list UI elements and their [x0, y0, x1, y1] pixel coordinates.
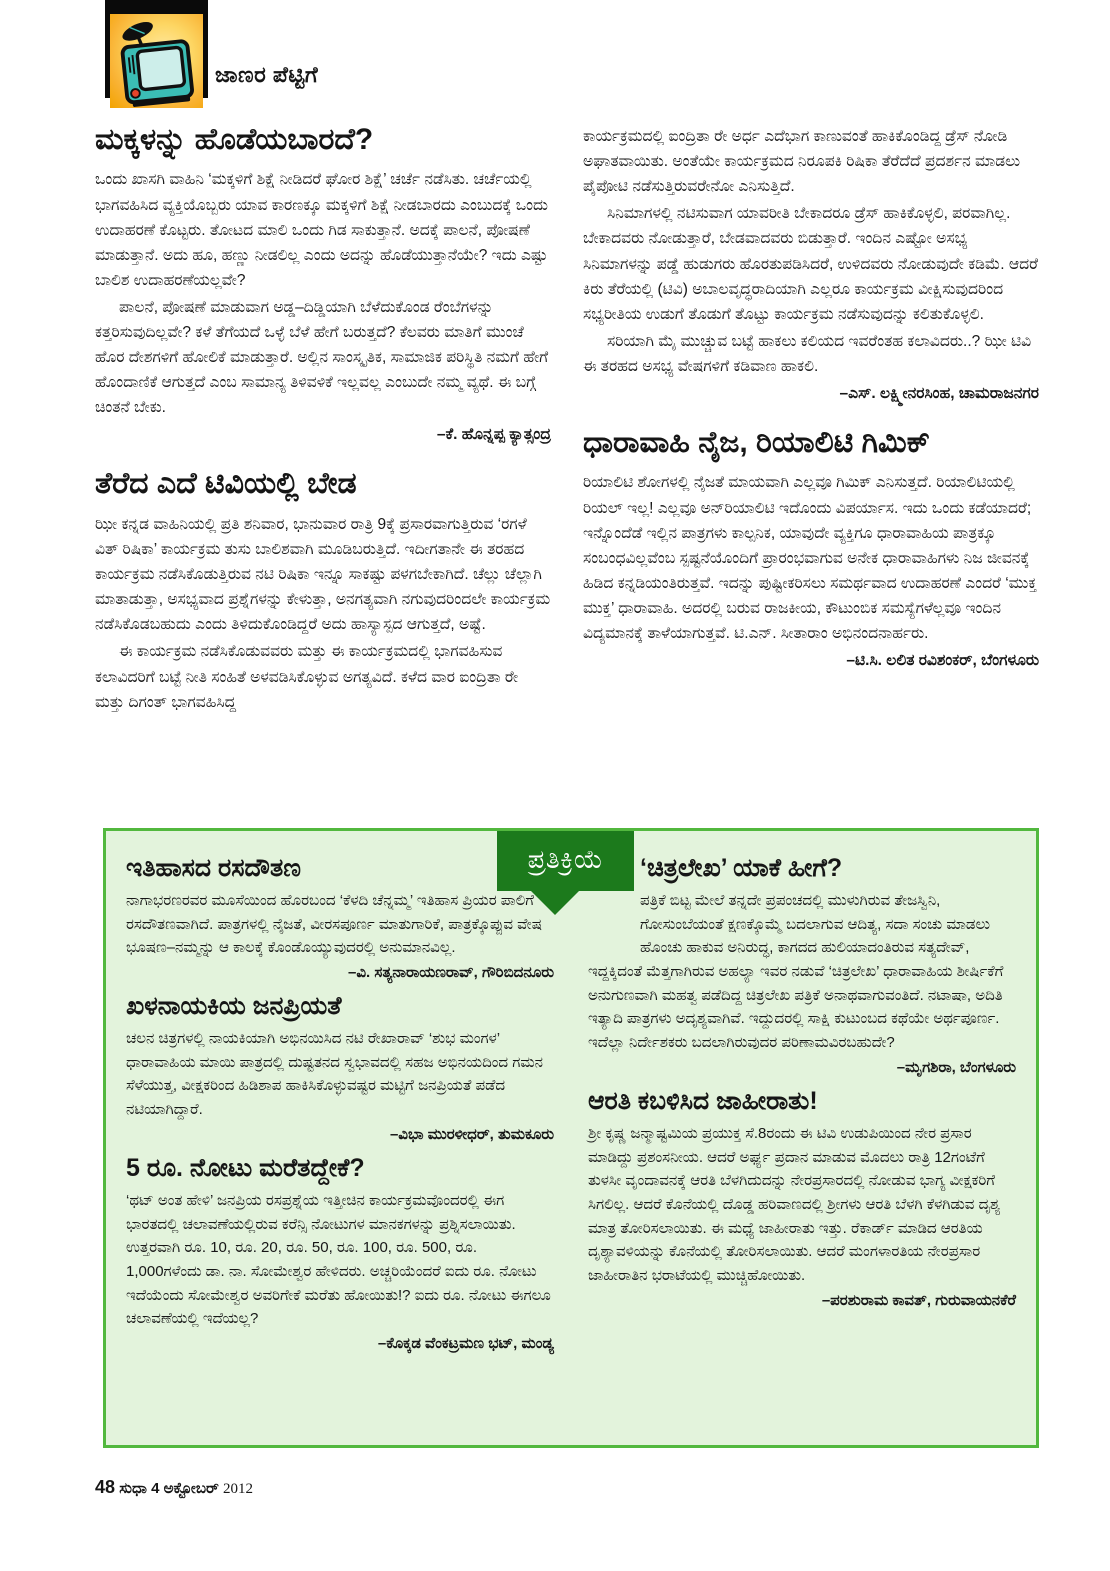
reaction-tab-tail — [531, 891, 579, 915]
issue-year: 2012 — [222, 1481, 253, 1497]
article-paragraph: ರಿಯಾಲಿಟಿ ಶೋಗಳಲ್ಲಿ ನೈಜತೆ ಮಾಯವಾಗಿ ಎಲ್ಲವೂ ಗಿಮಿಕ್ ಎನಿಸುತ್ತದೆ. ರಿಯಾಲಿಟಿಯಲ್ಲಿ ರಿಯಲ್ ಇಲ್ಲ! ಎಲ್ಲವೂ ಅನ್‌ರಿಯಾಲಿಟಿ ಇದೊಂದು ವಿಪರ್ಯಾಸ. ಇದು ಒಂದು ಕಡೆಯಾದರೆ; ಇನ್ನೊಂದೆಡೆ ಇಲ್ಲಿನ ಪಾತ್ರಗಳು ಕಾಲ್ಪನಿಕ, ಯಾವುದೇ ವ್ಯಕ್ತಿಗೂ ಧಾರಾವಾಹಿಯ ಪಾತ್ರಕ್ಕೂ ಸಂಬಂಧವಿಲ್ಲವೆಂಬ ಸ್ಪಷ್ಟನೆಯೊಂದಿಗೆ ಪ್ರಾರಂಭವಾಗುವ ಅನೇಕ ಧಾರಾವಾಹಿಗಳು ನಿಜ ಜೀವನಕ್ಕೆ ಹಿಡಿದ ಕನ್ನಡಿಯಂತಿರುತ್ತವೆ. ಇದನ್ನು ಪುಷ್ಟೀಕರಿಸಲು ಸಮರ್ಥವಾದ ಉದಾಹರಣೆ ಎಂದರೆ ‘ಮುಕ್ತ ಮುಕ್ತ’ ಧಾರಾವಾಹಿ. ಅದರಲ್ಲಿ ಬರುವ ರಾಜಕೀಯ, ಕೌಟುಂಬಿಕ ಸಮಸ್ಯೆಗಳೆಲ್ಲವೂ ಇಂದಿನ ವಿದ್ಯಮಾನಕ್ಕೆ ತಾಳೆಯಾಗುತ್ತವೆ. ಟಿ.ಎನ್. ಸೀತಾರಾಂ ಅಭಿನಂದನಾರ್ಹರು. — [583, 474, 1037, 643]
reaction-left-column — [126, 847, 554, 1435]
article-paragraph: ಕಾರ್ಯಕ್ರಮದಲ್ಲಿ ಐಂದ್ರಿತಾ ರೇ ಅರ್ಧ ಎದೆಭಾಗ ಕಾಣುವಂತೆ ಹಾಕಿಕೊಂಡಿದ್ದ ಡ್ರೆಸ್ ನೋಡಿ ಅಘಾತವಾಯಿತು. ಅಂತೆಯೇ ಕಾರ್ಯಕ್ರಮದ ನಿರೂಪಕಿ ರಿಷಿಕಾ ತೆರೆದೆದೆ ಪ್ರದರ್ಶನ ಮಾಡಲು ಪೈಪೋಟಿ ನಡೆಸುತ್ತಿರುವರೇನೋ ಎನಿಸುತ್ತಿದೆ. — [583, 128, 1021, 196]
letter-byline: –ಮೃಗಶಿರಾ, ಬೆಂಗಳೂರು — [896, 1058, 1016, 1076]
letter-byline: –ವಿ. ಸತ್ಯನಾರಾಯಣರಾವ್, ಗೌರಿಬಿದನೂರು — [348, 964, 554, 982]
letter-byline: –ಕೊಕ್ಕಡ ವೆಂಕಟ್ರಮಣ ಭಟ್, ಮಂಡ್ಯ — [377, 1334, 554, 1352]
reaction-article-title: 5 ರೂ. ನೋಟು ಮರೆತದ್ದೇಕೆ? — [126, 1153, 365, 1182]
article-paragraph: ಪಾಲನೆ, ಪೋಷಣೆ ಮಾಡುವಾಗ ಅಡ್ಡ–ದಿಡ್ಡಿಯಾಗಿ ಬೆಳೆದುಕೊಂಡ ರೆಂಬೆಗಳನ್ನು ಕತ್ತರಿಸುವುದಿಲ್ಲವೇ? ಕಳೆ ತೆಗೆಯದೆ ಒಳ್ಳೆ ಬೆಳೆ ಹೇಗೆ ಬರುತ್ತದೆ? ಕೆಲವರು ಮಾತಿಗೆ ಮುಂಚೆ ಹೊರ ದೇಶಗಳಿಗೆ ಹೋಲಿಕೆ ಮಾಡುತ್ತಾರೆ. ಅಲ್ಲಿನ ಸಾಂಸ್ಕೃತಿಕ, ಸಾಮಾಜಿಕ ಪರಿಸ್ಥಿತಿ ನಮಗೆ ಹೇಗೆ ಹೊಂದಾಣಿಕೆ ಆಗುತ್ತದೆ ಎಂಬ ಸಾಮಾನ್ಯ ತಿಳಿವಳಿಕೆ ಇಲ್ಲವಲ್ಲ ಎಂಬುದೇ ನಮ್ಮ ವ್ಯಥೆ. ಈ ಬಗ್ಗೆ ಚಿಂತನೆ ಬೇಕು. — [95, 298, 549, 417]
reaction-article-body: ನಾಗಾಭರಣರವರ ಮೂಸೆಯಿಂದ ಹೊರಬಂದ ‘ಕೆಳದಿ ಚೆನ್ನಮ್ಮ’ ಇತಿಹಾಸ ಪ್ರಿಯರ ಪಾಲಿಗೆ ರಸದೌತಣವಾಗಿದೆ. ಪಾತ್ರಗಳಲ್ಲಿ ನೈಜತೆ, ವೀರಸಪೂರ್ಣ ಮಾತುಗಾರಿಕೆ, ಪಾತ್ರಕ್ಕೊಪ್ಪುವ ವೇಷ ಭೂಷಣ–ನಮ್ಮನ್ನು ಆ ಕಾಲಕ್ಕೆ ಕೊಂಡೊಯ್ಯುವುದರಲ್ಲಿ ಅನುಮಾನವಿಲ್ಲ. — [126, 892, 542, 957]
article-paragraph: ಸಿನಿಮಾಗಳಲ್ಲಿ ನಟಿಸುವಾಗ ಯಾವರೀತಿ ಬೇಕಾದರೂ ಡ್ರೆಸ್ ಹಾಕಿಕೊಳ್ಳಲಿ, ಪರವಾಗಿಲ್ಲ. ಬೇಕಾದವರು ನೋಡುತ್ತಾರೆ, ಬೇಡವಾದವರು ಬಿಡುತ್ತಾರೆ. ಇಂದಿನ ಎಷ್ಟೋ ಅಸಭ್ಯ ಸಿನಿಮಾಗಳನ್ನು ಪಡ್ಡೆ ಹುಡುಗರು ಹೊರತುಪಡಿಸಿದರೆ, ಉಳಿದವರು ನೋಡುವುದೇ ಕಡಿಮೆ. ಆದರೆ ಕಿರು ತೆರೆಯಲ್ಲಿ (ಟಿವಿ) ಅಬಾಲವೃದ್ಧರಾದಿಯಾಗಿ ಎಲ್ಲರೂ ಕಾರ್ಯಕ್ರಮ ವೀಕ್ಷಿಸುವುದರಿಂದ ಸಭ್ಯರೀತಿಯ ಉಡುಗೆ ತೊಡುಗೆ ತೊಟ್ಟು ಕಾರ್ಯಕ್ರಮ ನಡೆಸುವುದನ್ನು ಕಲಿತುಕೊಳ್ಳಲಿ. — [583, 205, 1038, 323]
reaction-article-title: ಆರತಿ ಕಬಳಿಸಿದ ಜಾಹೀರಾತು! — [588, 1086, 818, 1115]
letters-main-section — [95, 118, 1040, 818]
reaction-article-body: ಚಲನ ಚಿತ್ರಗಳಲ್ಲಿ ನಾಯಕಿಯಾಗಿ ಅಭಿನಯಿಸಿದ ನಟಿ ರೇಖಾರಾವ್ ‘ಶುಭ ಮಂಗಳ’ ಧಾರಾವಾಹಿಯ ಮಾಯಿ ಪಾತ್ರದಲ್ಲಿ ದುಷ್ಟತನದ ಸ್ವಭಾವದಲ್ಲಿ ಸಹಜ ಅಭಿನಯದಿಂದ ಗಮನ ಸೆಳೆಯುತ್ತ, ವೀಕ್ಷಕರಿಂದ ಹಿಡಿಶಾಪ ಹಾಕಿಸಿಕೊಳ್ಳುವಷ್ಟರ ಮಟ್ಟಿಗೆ ಜನಪ್ರಿಯತೆ ಪಡೆದ ನಟಿಯಾಗಿದ್ದಾರೆ. — [126, 1030, 544, 1119]
article-paragraph: ಒಂದು ಖಾಸಗಿ ವಾಹಿನಿ ‘ಮಕ್ಕಳಿಗೆ ಶಿಕ್ಷೆ ನೀಡಿದರೆ ಘೋರ ಶಿಕ್ಷೆ’ ಚರ್ಚೆ ನಡೆಸಿತು. ಚರ್ಚೆಯಲ್ಲಿ ಭಾಗವಹಿಸಿದ ವ್ಯಕ್ತಿಯೊಬ್ಬರು ಯಾವ ಕಾರಣಕ್ಕೂ ಮಕ್ಕಳಿಗೆ ಶಿಕ್ಷೆ ನೀಡಬಾರದು ಎಂಬುದಕ್ಕೆ ಒಂದು ಉದಾಹರಣೆ ಕೊಟ್ಟರು. ತೋಟದ ಮಾಲಿ ಒಂದು ಗಿಡ ಸಾಕುತ್ತಾನೆ. ಅದಕ್ಕೆ ಪಾಲನೆ, ಪೋಷಣೆ ಮಾಡುತ್ತಾನೆ. ಅದು ಹೂ, ಹಣ್ಣು ನೀಡಲಿಲ್ಲ ಎಂದು ಅದನ್ನು ಹೊಡೆಯುತ್ತಾನೆಯೇ? ಇದು ಎಷ್ಟು ಬಾಲಿಶ ಉದಾಹರಣೆಯಲ್ಲವೇ? — [95, 171, 548, 289]
page-footer — [95, 1477, 253, 1498]
reaction-tab-label: ಪ್ರತಿಕ್ರಿಯೆ — [527, 843, 604, 874]
article-paragraph: ಈ ಕಾರ್ಯಕ್ರಮ ನಡೆಸಿಕೊಡುವವರು ಮತ್ತು ಈ ಕಾರ್ಯಕ್ರಮದಲ್ಲಿ ಭಾಗವಹಿಸುವ ಕಲಾವಿದರಿಗೆ ಬಟ್ಟೆ ನೀತಿ ಸಂಹಿತೆ ಅಳವಡಿಸಿಕೊಳ್ಳುವ ಅಗತ್ಯವಿದೆ. ಕಳೆದ ವಾರ ಐಂದ್ರಿತಾ ರೇ ಮತ್ತು ದಿಗಂತ್ ಭಾಗವಹಿಸಿದ್ದ — [95, 643, 519, 711]
reaction-article-title: ‘ಚಿತ್ರಲೇಖ’ ಯಾಕೆ ಹೀಗೆ? — [640, 854, 843, 882]
article-title: ಮಕ್ಕಳನ್ನು ಹೊಡೆಯಬಾರದೆ? — [95, 123, 374, 156]
reaction-article-body: ‘ಥಟ್ ಅಂತ ಹೇಳಿ’ ಜನಪ್ರಿಯ ರಸಪ್ರಶ್ನೆಯ ಇತ್ತೀಚಿನ ಕಾರ್ಯಕ್ರಮವೊಂದರಲ್ಲಿ ಈಗ ಭಾರತದಲ್ಲಿ ಚಲಾವಣೆಯಲ್ಲಿರುವ ಕರೆನ್ಸಿ ನೋಟುಗಳ ಮಾನಕಗಳನ್ನು ಪ್ರಶ್ನಿಸಲಾಯಿತು. ಉತ್ತರವಾಗಿ ರೂ. 10, ರೂ. 20, ರೂ. 50, ರೂ. 100, ರೂ. 500, ರೂ. 1,000ಗಳೆಂದು ಡಾ. ನಾ. ಸೋಮೇಶ್ವರ ಹೇಳಿದರು. ಅಚ್ಚರಿಯೆಂದರೆ ಐದು ರೂ. ನೋಟು ಇದೆಯೆಂದು ಸೋಮೇಶ್ವರ ಅವರಿಗೇಕೆ ಮರೆತು ಹೋಯಿತು!? ಐದು ರೂ. ನೋಟು ಈಗಲೂ ಚಲಾವಣೆಯಲ್ಲಿ ಇದೆಯಲ್ಲ? — [126, 1191, 551, 1328]
letter-byline: –ಪರಶುರಾಮ ಕಾವತ್, ಗುರುವಾಯನಕೆರೆ — [821, 1291, 1016, 1309]
reaction-tab-ribbon — [497, 828, 634, 891]
main-right-column — [583, 118, 1039, 818]
tv-satellite-icon — [108, 16, 208, 112]
article-paragraph: ಝೀ ಕನ್ನಡ ವಾಹಿನಿಯಲ್ಲಿ ಪ್ರತಿ ಶನಿವಾರ, ಭಾನುವಾರ ರಾತ್ರಿ 9ಕ್ಕೆ ಪ್ರಸಾರವಾಗುತ್ತಿರುವ ‘ರಗಳೆ ವಿತ್ ರಿಷಿಕಾ’ ಕಾರ್ಯಕ್ರಮ ತುಸು ಬಾಲಿಶವಾಗಿ ಮೂಡಿಬರುತ್ತಿದೆ. ಇದೀಗತಾನೇ ಈ ತರಹದ ಕಾರ್ಯಕ್ರಮ ನಡೆಸಿಕೊಡುತ್ತಿರುವ ನಟಿ ರಿಷಿಕಾ ಇನ್ನೂ ಸಾಕಷ್ಟು ಪಳಗಬೇಕಾಗಿದೆ. ಚೆಲ್ಲು ಚೆಲ್ಲಾಗಿ ಮಾತಾಡುತ್ತಾ, ಅಸಭ್ಯವಾದ ಪ್ರಶ್ನೆಗಳನ್ನು ಕೇಳುತ್ತಾ, ಅನಗತ್ಯವಾಗಿ ನಗುವುದರಿಂದಲೇ ಕಾರ್ಯಕ್ರಮ ನಡೆಸಿಕೊಡಬಹುದು ಎಂದು ತಿಳಿದುಕೊಂಡಿದ್ದರೆ ಅದು ಹಾಸ್ಯಾಸ್ಪದ ಆಗುತ್ತದೆ, ಅಷ್ಟೆ. — [95, 515, 551, 634]
article-title: ತೆರೆದ ಎದೆ ಟಿವಿಯಲ್ಲಿ ಬೇಡ — [95, 467, 357, 501]
reaction-feedback-box — [103, 828, 1039, 1448]
article-paragraph: ಸರಿಯಾಗಿ ಮೈ ಮುಚ್ಚುವ ಬಟ್ಟೆ ಹಾಕಲು ಕಲಿಯದ ಇವರೆಂತಹ ಕಲಾವಿದರು..? ಝೀ ಟಿವಿ ಈ ತರಹದ ಅಸಭ್ಯ ವೇಷಗಳಿಗೆ ಕಡಿವಾಣ ಹಾಕಲಿ. — [583, 332, 1032, 375]
reaction-article-body: ಶ್ರೀ ಕೃಷ್ಣ ಜನ್ಮಾಷ್ಟಮಿಯ ಪ್ರಯುಕ್ತ ಸೆ.8ರಂದು ಈ ಟಿವಿ ಉಡುಪಿಯಿಂದ ನೇರ ಪ್ರಸಾರ ಮಾಡಿದ್ದು ಪ್ರಶಂಸನೀಯ. ಆದರೆ ಅರ್ಘ್ಯ ಪ್ರದಾನ ಮಾಡುವ ಮೊದಲು ರಾತ್ರಿ 12ಗಂಟೆಗೆ ತುಳಸೀ ವೃಂದಾವನಕ್ಕೆ ಆರತಿ ಬೆಳಗಿದುದನ್ನು ನೇರಪ್ರಸಾರದಲ್ಲಿ ನೋಡುವ ಭಾಗ್ಯ ವೀಕ್ಷಕರಿಗೆ ಸಿಗಲಿಲ್ಲ. ಆದರೆ ಕೊನೆಯಲ್ಲಿ ದೊಡ್ಡ ಹರಿವಾಣದಲ್ಲಿ ಶ್ರೀಗಳು ಆರತಿ ಬೆಳಗಿ ಕೆಳಗಿಡುವ ದೃಶ್ಯ ಮಾತ್ರ ತೋರಿಸಲಾಯಿತು. ಈ ಮಧ್ಯೆ ಜಾಹೀರಾತು ಇತ್ತು. ರೆಕಾರ್ಡ್ ಮಾಡಿದ ಆರತಿಯ ದೃಶ್ಯಾವಳಿಯನ್ನು ಕೊನೆಯಲ್ಲಿ ತೋರಿಸಲಾಯಿತು. ಆದರೆ ಮಂಗಳಾರತಿಯ ನೇರಪ್ರಸಾರ ಜಾಹೀರಾತಿನ ಭರಾಟೆಯಲ್ಲಿ ಮುಚ್ಚಿಹೋಯಿತು. — [588, 1124, 1001, 1284]
reaction-article-title: ಖಳನಾಯಕಿಯ ಜನಪ್ರಿಯತೆ — [126, 992, 342, 1021]
letter-byline: –ಎಸ್. ಲಕ್ಷ್ಮೀನರಸಿಂಹ, ಚಾಮರಾಜನಗರ — [839, 385, 1039, 403]
reaction-article-title: ಇತಿಹಾಸದ ರಸದೌತಣ — [126, 854, 301, 882]
main-left-column — [95, 118, 551, 818]
issue-date: 4 ಅಕ್ಟೋಬರ್ — [151, 1480, 219, 1497]
letter-byline: –ವಿಭಾ ಮುರಳೀಧರ್, ತುಮಕೂರು — [389, 1125, 554, 1143]
reaction-article-body: ಪತ್ರಿಕೆ ಬಿಟ್ಟ ಮೇಲೆ ತನ್ನದೇ ಪ್ರಪಂಚದಲ್ಲಿ ಮುಳುಗಿರುವ ತೇಜಸ್ವಿನಿ, ಗೋಸುಂಬೆಯಂತೆ ಕ್ಷಣಕ್ಕೊಮ್ಮೆ ಬದಲಾಗುವ ಆದಿತ್ಯ, ಸದಾ ಸಂಚು ಮಾಡಲು ಹೊಂಚು ಹಾಕುವ ಅನಿರುದ್ಧ, ಕಾಗದದ ಹುಲಿಯಾದಂತಿರುವ ಸತ್ಯದೇವ್, ಇದ್ದಕ್ಕಿದಂತೆ ಮೆತ್ತಗಾಗಿರುವ ಅಹಲ್ಯಾ ಇವರ ನಡುವೆ ‘ಚಿತ್ರಲೇಖ’ ಧಾರಾವಾಹಿಯ ಶೀರ್ಷಿಕೆಗೆ ಅನುಗುಣವಾಗಿ ಮಹತ್ವ ಪಡೆದಿದ್ದ ಚಿತ್ರಲೇಖ ಪತ್ರಿಕೆ ಅನಾಥವಾಗುವಂತಿದೆ. ನಟಾಷಾ, ಅದಿತಿ ಇತ್ಯಾದಿ ಪಾತ್ರಗಳು ಅದೃಶ್ಯವಾಗಿವೆ. ಇದ್ದುದರಲ್ಲಿ ಸಾಕ್ಷಿ ಕುಟುಂಬದ ಕಥೆಯೇ ಅರ್ಥಪೂರ್ಣ. ಇದೆಲ್ಲಾ ನಿರ್ದೇಶಕರು ಬದಲಾಗಿರುವುದರ ಪರಿಣಾಮವಿರಬಹುದೇ? — [588, 892, 1004, 1052]
letter-byline: –ಕೆ. ಹೊನ್ನಪ್ಪ ಕ್ಯಾತ್ಸಂದ್ರ — [436, 426, 551, 444]
reaction-right-column — [588, 847, 1016, 1435]
article-title: ಧಾರಾವಾಹಿ ನೈಜ, ರಿಯಾಲಿಟಿ ಗಿಮಿಕ್ — [583, 426, 930, 460]
page-number: 48 — [95, 1477, 116, 1497]
letter-byline: –ಟಿ.ಸಿ. ಲಲಿತ ರವಿಶಂಕರ್, ಬೆಂಗಳೂರು — [846, 652, 1039, 670]
magazine-name: ಸುಧಾ — [119, 1480, 147, 1497]
column-title: ಜಾಣರ ಪೆಟ್ಟಿಗೆ — [215, 62, 319, 87]
